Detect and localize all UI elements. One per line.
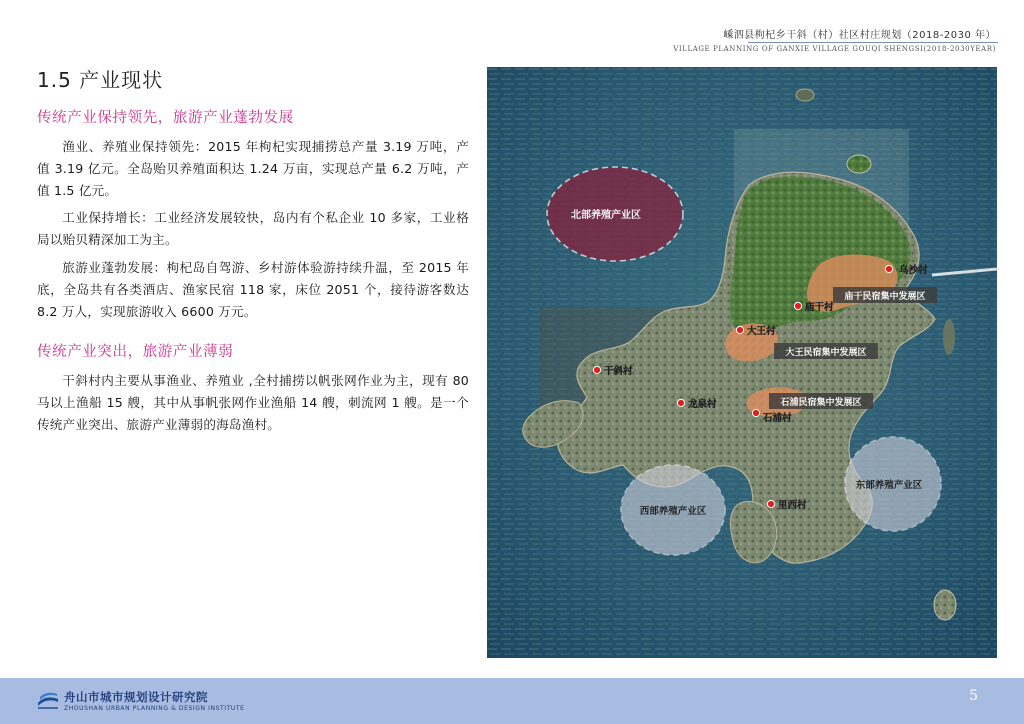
zone-north-label: 北部养殖产业区 xyxy=(571,210,641,221)
section-title: 1.5 产业现状 xyxy=(37,68,164,92)
islet-east xyxy=(943,319,955,355)
header-title-en: VILLAGE PLANNING OF GANXIE VILLAGE GOUQI SHENGSI(2018-2030YEAR) xyxy=(673,45,996,53)
subheading-1: 传统产业保持领先，旅游产业蓬勃发展 xyxy=(37,110,294,126)
district-shipu-label: 石浦民宿集中发展区 xyxy=(780,398,862,408)
islet-southeast xyxy=(934,590,956,620)
header-divider xyxy=(748,42,998,43)
district-dawang-label: 大王民宿集中发展区 xyxy=(785,348,867,358)
district-dawang-label-box xyxy=(774,343,878,359)
zone-west xyxy=(621,465,725,555)
zone-west-label: 西部养殖产业区 xyxy=(639,506,707,517)
village-miaogan-label: 庙干村 xyxy=(805,302,834,313)
header-title-cn: 嵊泗县枸杞乡干斜（村）社区村庄规划（2018-2030 年） xyxy=(723,30,996,41)
island-satellite-map xyxy=(487,67,997,658)
district-miaogan-label-box xyxy=(833,287,937,303)
subheading-2: 传统产业突出，旅游产业薄弱 xyxy=(37,344,234,360)
village-shipu-label: 石浦村 xyxy=(763,413,792,424)
paragraph-ganxie: 干斜村内主要从事渔业、养殖业 ,全村捕捞以帆张网作业为主，现有 80 马以上渔船 15 艘，其中从事帆张网作业渔船 14 艘，刺流网 1 艘。是一个传统产业突出、旅游产业薄弱的海岛渔村。 xyxy=(37,373,469,432)
institute-logo-icon xyxy=(37,688,59,710)
islet-north xyxy=(847,155,871,173)
institute-name-en: ZHOUSHAN URBAN PLANNING & DESIGN INSTITUTE xyxy=(64,705,245,712)
paragraph-fishery: 渔业、养殖业保持领先：2015 年枸杞实现捕捞总产量 3.19 万吨，产值 3.19 亿元。全岛贻贝养殖面积达 1.24 万亩，实现总产量 6.2 万吨，产值 1.5 亿元。 xyxy=(37,139,469,198)
village-dawang-label: 大王村 xyxy=(747,326,776,337)
paragraph-tourism: 旅游业蓬勃发展：枸杞岛自驾游、乡村游体验游持续升温，至 2015 年底，全岛共有各类酒店、渔家民宿 118 家，床位 2051 个，接待游客数达 8.2 万人，实现旅游收入 6600 万元。 xyxy=(37,260,469,319)
district-miaogan-label: 庙干民宿集中发展区 xyxy=(844,292,926,302)
village-longquan-label: 龙泉村 xyxy=(688,399,717,410)
village-lixi-label: 里西村 xyxy=(778,500,807,511)
village-wusha-label: 乌沙村 xyxy=(899,265,928,276)
institute-name-cn: 舟山市城市规划设计研究院 xyxy=(64,690,208,704)
document-header xyxy=(673,26,996,53)
zone-east xyxy=(845,437,941,531)
footer-bar xyxy=(0,678,1024,724)
paragraph-industry: 工业保持增长：工业经济发展较快，岛内有个私企业 10 多家，工业格局以贻贝精深加工为主。 xyxy=(37,210,469,247)
islet-top xyxy=(796,89,814,101)
zone-north xyxy=(547,167,683,261)
village-ganxie-label: 干斜村 xyxy=(604,366,633,377)
zone-east-label: 东部养殖产业区 xyxy=(855,480,923,491)
page-number: 5 xyxy=(969,688,978,704)
district-shipu-label-box xyxy=(769,393,873,409)
